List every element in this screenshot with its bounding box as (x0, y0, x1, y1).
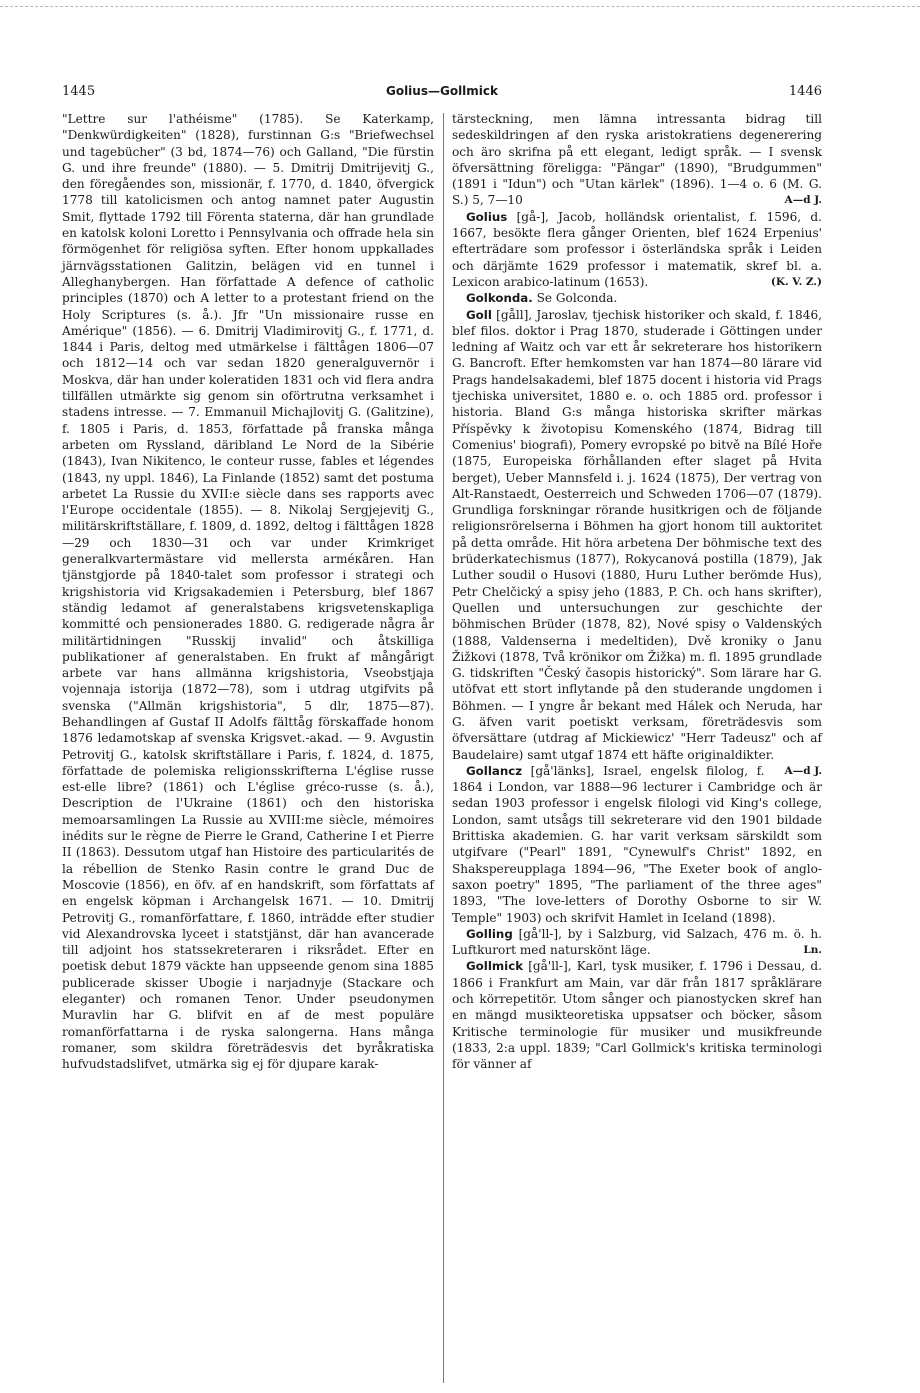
right-column (452, 111, 822, 1073)
column-divider (443, 113, 444, 1383)
signature: Ln. (803, 944, 822, 957)
page-number-right: 1446 (788, 84, 822, 99)
running-title: Golius—Gollmick (385, 84, 499, 98)
entry-text: Se Golconda. (536, 291, 618, 306)
entry-text: [gå'll-], by i Salzburg, vid Salzach, 476 m. ö. h. Luftkurort med naturskönt läge. (452, 926, 822, 958)
headword: Gollmick (466, 959, 524, 974)
continuation-text: tärsteckning, men lämna intressanta bidrag till sedeskildringen af den ryska aristokratiens degenerering och äro skrifna på ett elegant, ledigt språk. — I svensk öfversättning föreligga: "Pängar" (1890), "Brudgummen" (1891 i "Idun") och "Utan kärlek" (1896). 1—4 o. 6 (M. G. S.) 5, 7—10 (452, 112, 822, 208)
entry-golius (452, 209, 822, 290)
entry-text: [gåll], Jaroslav, tjechisk historiker och skald, f. 1846, blef filos. doktor i Prag 1870, studerade i Göttingen under ledning af Waitz och var ett år sekreterare hos historikern G. Bancroft. Efter hemkomsten var han 1874—80 lärare vid Prags handelsakademi, blef 1875 docent i historia vid Prags tjechiska universitet, 1880 e. o. och 1885 ord. professor i historia. Bland G:s många historiska skrifter märkas Příspěvky k životopisu Komenského (1874, Bidrag till Comenius' biografi), Pomery evropské po bitvě na Bílé Hoře (1875, Europeiska förhållanden efter slaget på Hvita berget), Ueber Mannsfeld i. j. 1624 (1875), Der vertrag von Alt-Ranstaedt, Oesterreich und Schweden 1706—07 (1879). Grundliga forskningar rörande husitkrigen och de följande religionsrörelserna i Böhmen ha gjort honom till auktoritet på detta område. Hit höra arbetena Der böhmische text des brüderkatechismus (1877), Rokycanová postilla (1879), Jak Luther soudil o Husovi (1880, Huru Luther berömde Hus), Petr Chelčický a spisy jeho (1883, P. Ch. och hans skrifter), Quellen und untersuchungen zur geschichte der böhmischen Brüder (1878, 82), Nové spisy o Valdenských (1888, Valdenserna i medeltiden), Dvě kroniky o Janu Žižkovi (1878, Två krönikor om Žižka) m. fl. 1895 grundlade G. tidskriften "Český časopis historický". Som lärare har G. utöfvat ett stort inflytande på den studerande ungdomen i Böhmen. — I yngre år bekant med Hálek och Neruda, har G. äfven varit poetiskt verksam, företrädesvis som öfversättare (utdrag af Mickiewicz' "Herr Tadeusz" och af Baudelaire) samt utgaf 1874 ett häfte originaldikter. (452, 307, 822, 762)
left-column (62, 111, 434, 1073)
signature: A—d J. (784, 194, 822, 207)
signature: A—d J. (784, 764, 822, 777)
entry-gollmick (452, 958, 822, 1072)
headword: Gollancz (466, 763, 523, 778)
scan-edge-line (0, 6, 920, 7)
entry-text: [gå'll-], Karl, tysk musiker, f. 1796 i Dessau, d. 1866 i Frankfurt am Main, var där från 1817 språklärare och körrepetitör. Utom sånger och pianostycken skref han en mängd musikteoretiska uppsatser och böcker, såsom Kritische terminologie für musiker und musikfreunde (1833, 2:a uppl. 1839; "Carl Gollmick's kritiska terminologi för vänner af (452, 959, 822, 1072)
page-header (62, 84, 822, 104)
headword: Golling (466, 926, 513, 941)
entry-golling (452, 926, 822, 959)
entry-gollancz (452, 763, 822, 926)
entry-golkonda (452, 290, 822, 306)
article-text: "Lettre sur l'athéisme" (1785). Se Katerkamp, "Denkwürdigkeiten" (1828), furstinnan G:s "Briefwechsel und tagebücher" (3 bd, 1874—76) och Galland, "Die fürstin G. und ihre freunde" (1880). — 5. Dmitrij Dmitrijevitj G., den föregåendes son, missionär, f. 1770, d. 1840, öfvergick 1778 till katolicismen och antog namnet pater Augustin Smit, flyttade 1792 till Förenta staterna, där han grundlade en katolsk koloni Loretto i Pennsylvania och offrade hela sin förmögenhet för religiösa syften. Efter honom uppkallades järnvägsstationen Galitzin, belägen vid en tunnel i Alleghanybergen. Han författade A defence of catholic principles (1870) och A letter to a protestant friend on the Holy Scriptures (s. å.). Jfr "Un missionaire russe en Amérique" (1856). — 6. Dmitrij Vladimirovitj G., f. 1771, d. 1844 i Paris, deltog med utmärkelse i fälttågen 1806—07 och 1812—14 och var sedan 1820 generalguvernör i Moskva, där han under koleratiden 1831 och vid flera andra tillfällen utmärkte sig genom sin oförtrutna verksamhet i stadens intresse. — 7. Emmanuil Michajlovitj G. (Galitzine), f. 1805 i Paris, d. 1853, författade på franska många arbeten om Ryssland, däribland Le Nord de la Sibérie (1843), Ivan Nikitenco, le conteur russe, fables et légendes (1843, ny uppl. 1846), La Finlande (1852) samt det postuma arbetet La Russie du XVII:e siècle dans ses rapports avec l'Europe occidentale (1855). — 8. Nikolaj Sergjejevitj G., militärskriftställare, f. 1809, d. 1892, deltog i fälttågen 1828—29 och 1830—31 och var under Krimkriget generalkvartermästare vid mellersta arméкåren. Han tjänstgjorde på 1840-talet som professor i strategi och krigshistoria vid Krigsakademien i Petersburg, blef 1867 ständig ledamot af generalstabens krigsvetenskapliga kommitté och pensionerades 1880. G. redigerade några år militärtidningen "Russkij invalid" och åtskilliga publikationer af generalstaben. En frukt af mångårigt arbete var hans allmänna krigshistoria, Vseobstjaja vojennaja istorija (1872—78), som i utdrag utgifvits på svenska ("Allmän krigshistoria", 5 dlr, 1875—87). Behandlingen af Gustaf II Adolfs fälttåg förskaffade honom 1876 ledamotskap af svenska Krigsvet.-akad. — 9. Avgustin Petrovitj G., katolsk skriftställare i Paris, f. 1824, d. 1875, författade de polemiska religionsskrifterna L'église russe est-elle libre? (1861) och L'église gréco-russe (s. å.), Description de l'Ukraine (1861) och den historiska memoarsamlingen La Russie au XVIII:me siècle, mémoires inédits sur le règne de Pierre le Grand, Catherine I et Pierre II (1863). Dessutom utgaf han Histoire des particularités de la rébellion de Stenko Rasin contre le grand Duc de Moscovie (1856), en öfv. af en handskrift, som författats af en engelsk köpman i Archangelsk 1671. — 10. Dmitrij Petrovitj G., romanförfattare, f. 1860, inträdde efter studier vid Alexandrovska lyceet i statstjänst, där han avancerade till adjoint hos statssekreteraren i riksrådet. Efter en poetisk debut 1879 väckte han uppseende genom sina 1885 publicerade skisser Ubogie i narjadnyje (Stackare och eleganter) och romanen Tenor. Under pseudonymen Muravlin har G. blifvit en af de mest populäre romanförfattarna i de ryska salongerna. Hans många romaner, som skildra företrädesvis det byråkratiska hufvudstadslifvet, utmärka sig ej för djupare karak- (62, 112, 434, 1072)
headword: Golkonda. (466, 291, 533, 306)
signature: (K. V. Z.) (770, 275, 822, 288)
headword: Goll (466, 307, 492, 322)
article-continuation (452, 111, 822, 209)
entry-text: [gå-], Jacob, holländsk orientalist, f. 1596, d. 1667, besökte flera gånger Orienten, blef 1624 Erpenius' efterträdare som professor i österländska språk i Leiden och därjämte 1629 professor i matematik, skref bl. a. Lexicon arabico-latinum (1653). (452, 209, 822, 289)
entry-text: [gå'länks], Israel, engelsk filolog, f. 1864 i London, var 1888—96 lecturer i Cambridge och är sedan 1903 professor i engelsk filologi vid King's college, London, samt utsågs till sekreterare vid den 1901 bildade Brittiska akademien. G. har varit verksam särskildt som utgifvare ("Pearl" 1891, "Cynewulf's Christ" 1892, en Shakspereupplaga 1894—96, "The Exeter book of anglo-saxon poetry" 1895, "The parliament of the three ages" 1893, "The love-letters of Dorothy Osborne to sir W. Temple" 1903) och skrifvit Hamlet in Iceland (1898). (452, 763, 822, 925)
page-number-left: 1445 (62, 84, 96, 99)
headword: Golius (466, 209, 508, 224)
